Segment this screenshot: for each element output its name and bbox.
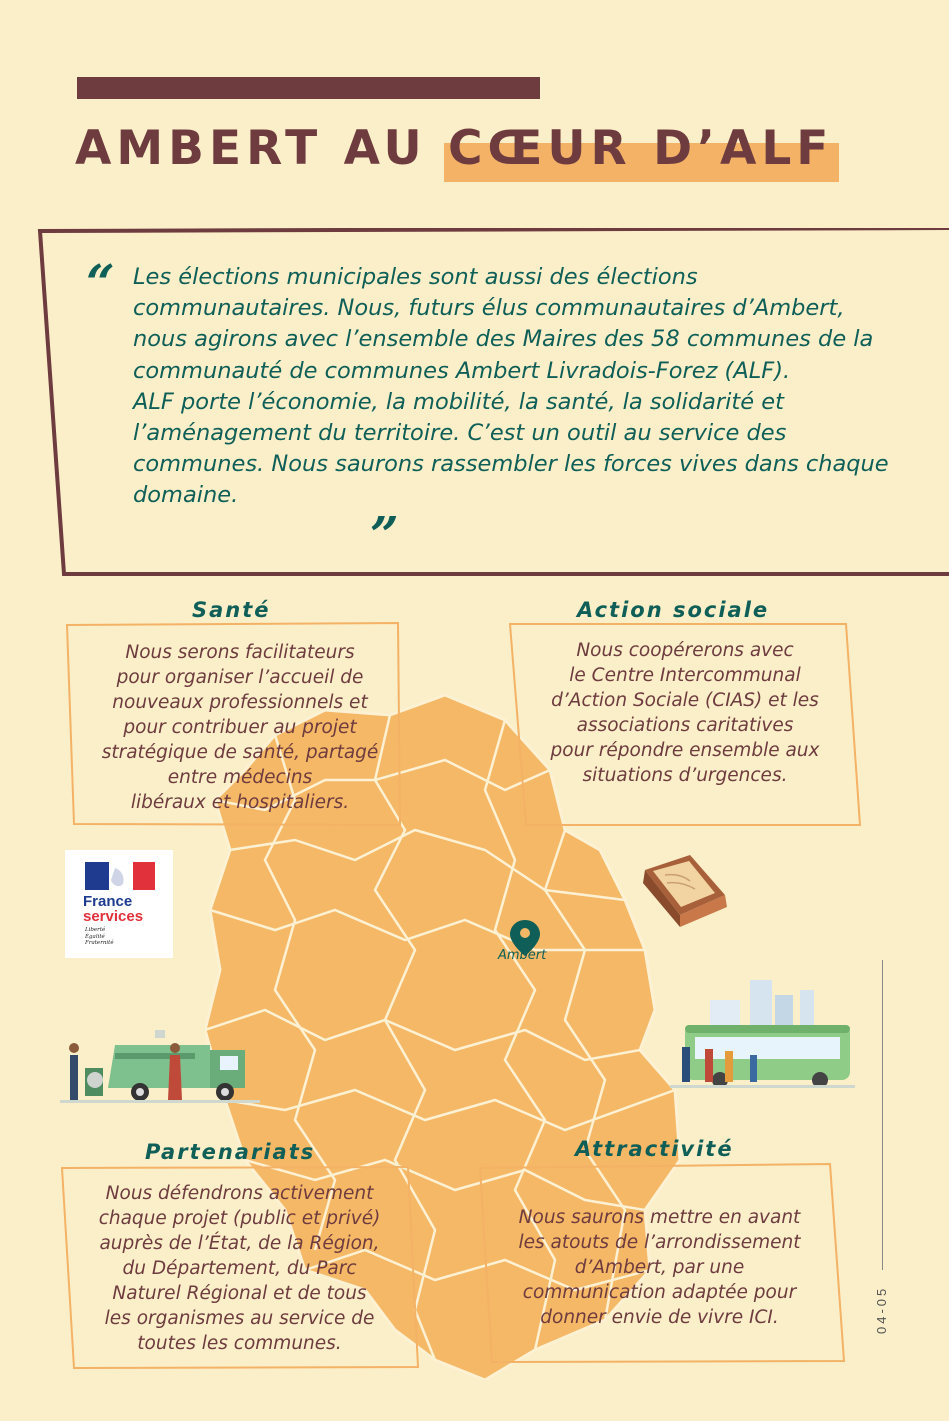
attractivite-line: donner envie de vivre ICI. (540, 1307, 779, 1328)
sante-line: entre médecins (167, 767, 313, 788)
motto-fraternite: Fraternité (85, 940, 114, 946)
box-action-sociale (508, 622, 863, 827)
sante-line: stratégique de santé, partagé (101, 742, 379, 763)
partenariats-line: chaque projet (public et privé) (98, 1208, 381, 1229)
title-bar-decoration (77, 77, 540, 99)
partenariats-line: du Département, du Parc (122, 1258, 357, 1279)
box-action-sociale-text (520, 638, 850, 788)
title-highlight (448, 121, 833, 176)
action-sociale-line: associations caritatives (576, 715, 794, 736)
action-sociale-line: situations d’urgences. (582, 765, 788, 786)
logo-motto (85, 927, 114, 947)
logo-line-2: services (83, 908, 144, 925)
partenariats-line: Nous défendrons activement (105, 1183, 374, 1204)
box-partenariats-text (72, 1181, 407, 1356)
action-sociale-line: Nous coopérerons avec (576, 640, 794, 661)
partenariats-line: les organismes au service de (104, 1308, 375, 1329)
page-number: 04-05 (874, 1285, 889, 1335)
attractivite-line: communication adaptée pour (522, 1282, 797, 1303)
attractivite-line: Nous saurons mettre en avant (518, 1207, 801, 1228)
section-title-action-sociale: Action sociale (577, 598, 770, 622)
sante-line: Nous serons facilitateurs (125, 642, 355, 663)
action-sociale-line: d’Action Sociale (CIAS) et les (551, 690, 819, 711)
section-title-partenariats: Partenariats (145, 1140, 316, 1164)
sante-line: nouveaux professionnels et (112, 692, 368, 713)
action-sociale-line: le Centre Intercommunal (569, 665, 801, 686)
quote-text (133, 262, 893, 512)
attractivite-line: les atouts de l’arrondissement (518, 1232, 801, 1253)
side-rule (882, 960, 883, 1270)
france-services-logo (65, 850, 173, 958)
partenariats-line: auprès de l’État, de la Région, (99, 1233, 380, 1254)
title-highlight-text: CŒUR D’ALF (448, 121, 834, 176)
sante-line: libéraux et hospitaliers. (130, 792, 350, 813)
title-part1: AMBERT AU (75, 121, 449, 176)
motto-egalite: Égalité (85, 933, 105, 940)
box-partenariats (60, 1165, 420, 1370)
logo-line-1: France (83, 893, 133, 910)
section-title-attractivite: Attractivité (575, 1137, 734, 1161)
garbage-truck-icon (60, 1030, 260, 1105)
book-icon (635, 855, 730, 930)
action-sociale-line: pour répondre ensemble aux (550, 740, 820, 761)
open-quote-mark: “ (86, 253, 115, 312)
box-attractivite (478, 1162, 848, 1364)
quote-paragraph-2: ALF porte l’économie, la mobilité, la santé, la solidarité et l’aménagement du territoire. C’est un outil au service des communes. Nous saurons rassembler les forces vives dans chaque domaine. (133, 388, 889, 509)
box-sante (66, 622, 401, 827)
close-quote-mark: ” (370, 505, 399, 564)
attractivite-line: d’Ambert, par une (574, 1257, 745, 1278)
sante-line: pour organiser l’accueil de (116, 667, 364, 688)
section-title-sante: Santé (192, 598, 271, 622)
sante-line: pour contribuer au projet (123, 717, 357, 738)
partenariats-line: toutes les communes. (137, 1333, 342, 1354)
box-attractivite-text (492, 1205, 827, 1330)
quote-paragraph-1: Les élections municipales sont aussi des élections communautaires. Nous, futurs élus communautaires d’Ambert, nous agirons avec l’ensemble des Maires des 58 communes de la communauté de communes Ambert Livradois-Forez (ALF). (133, 264, 874, 384)
partenariats-line: Naturel Régional et de tous (112, 1283, 367, 1304)
box-sante-text (80, 640, 400, 815)
bus-stop-icon (670, 975, 855, 1090)
page-title (75, 118, 895, 188)
motto-liberte: Liberté (85, 927, 106, 933)
map-pin-label: Ambert (498, 948, 547, 963)
